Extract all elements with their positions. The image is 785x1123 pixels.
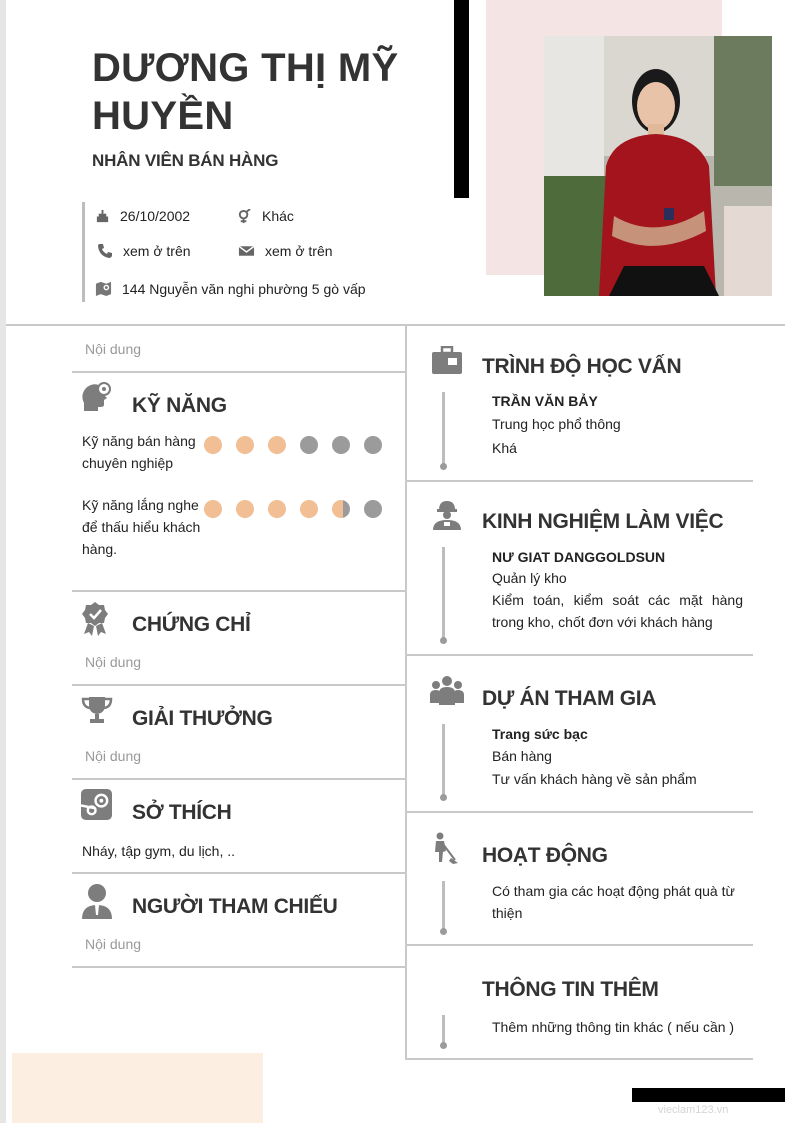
skill-rating: [204, 436, 394, 454]
birthday-text: 26/10/2002: [120, 208, 191, 224]
project-name: Trang sức bạc: [492, 726, 588, 742]
left-divider-4: [72, 778, 406, 780]
left-divider-5: [72, 872, 406, 874]
person-reference-icon: [81, 883, 113, 919]
rating-dot-empty: [332, 436, 350, 454]
phone-text: xem ở trên: [123, 243, 191, 259]
timeline-dot: [440, 1042, 447, 1049]
volunteer-sweeping-icon: [431, 832, 459, 864]
left-divider-1: [72, 371, 406, 373]
timeline-line: [442, 724, 445, 798]
project-description: Tư vấn khách hàng về sản phẩm: [492, 771, 697, 787]
hobbies-content: Nháy, tập gym, du lịch, ..: [82, 843, 236, 859]
map-pin-icon: [95, 280, 112, 297]
address-text: 144 Nguyễn văn nghi phường 5 gò vấp: [122, 280, 366, 297]
candidate-name: DƯƠNG THỊ MỸ HUYỀN: [92, 46, 399, 138]
timeline-dot: [440, 463, 447, 470]
contact-divider: [82, 202, 85, 302]
birthday-item: [95, 208, 190, 224]
skill-label: Kỹ năng bán hàng chuyên nghiệp: [82, 433, 196, 471]
trophy-icon: [81, 695, 113, 725]
rating-dot-filled: [268, 436, 286, 454]
rating-dot-filled: [236, 436, 254, 454]
decorative-black-bar: [454, 0, 469, 198]
right-divider-1: [407, 480, 753, 482]
left-divider-2: [72, 590, 406, 592]
gender-text: Khác: [262, 208, 294, 224]
certificates-title: CHỨNG CHỈ: [132, 613, 251, 636]
profile-photo: [544, 36, 772, 296]
left-divider-6: [72, 966, 406, 968]
timeline-line: [442, 547, 445, 641]
timeline-dot: [440, 928, 447, 935]
birthday-cake-icon: [95, 209, 110, 224]
education-grade: Khá: [492, 440, 517, 456]
gender-icon: [237, 209, 252, 224]
education-school: TRẦN VĂN BẢY: [492, 393, 598, 409]
education-title: TRÌNH ĐỘ HỌC VẤN: [482, 355, 682, 378]
references-title: NGƯỜI THAM CHIẾU: [132, 895, 338, 918]
skill-rating: [204, 500, 394, 518]
experience-company: NƯ GIAT DANGGOLDSUN: [492, 549, 666, 565]
phone-item: [97, 243, 191, 259]
timeline-line: [442, 392, 445, 466]
steam-hobby-icon: [81, 789, 112, 820]
timeline-dot: [440, 637, 447, 644]
skill-label: Kỹ năng lắng nghe để thấu hiểu khách hàng.: [82, 497, 201, 557]
decorative-peach-block: [12, 1053, 263, 1123]
timeline-dot: [440, 794, 447, 801]
references-content: Nội dung: [85, 936, 142, 952]
rating-dot-filled: [204, 436, 222, 454]
team-group-icon: [430, 675, 464, 705]
briefcase-icon: [431, 346, 463, 376]
candidate-role: NHÂN VIÊN BÁN HÀNG: [92, 151, 279, 170]
rating-dot-filled: [268, 500, 286, 518]
awards-content: Nội dung: [85, 748, 142, 764]
left-divider-3: [72, 684, 406, 686]
email-text: xem ở trên: [265, 243, 333, 259]
rating-dot-empty: [300, 436, 318, 454]
objective-placeholder: Nội dung: [85, 341, 142, 357]
rating-dot-filled: [236, 500, 254, 518]
email-icon: [238, 244, 255, 258]
education-major: Trung học phổ thông: [492, 416, 621, 432]
right-divider-5: [407, 1058, 753, 1060]
decorative-bottom-bar: [632, 1088, 785, 1102]
right-divider-3: [407, 811, 753, 813]
profile-photo-image: [544, 36, 772, 296]
gender-item: [237, 208, 294, 224]
right-divider-2: [407, 654, 753, 656]
skills-title: KỸ NĂNG: [132, 394, 227, 417]
rating-dot-empty: [364, 436, 382, 454]
brain-head-icon: [80, 381, 114, 413]
timeline-line: [442, 881, 445, 933]
right-divider-4: [407, 944, 753, 946]
rating-dot-partial: [332, 500, 350, 518]
experience-position: Quản lý kho: [492, 570, 567, 586]
worker-icon: [430, 500, 464, 530]
header-divider: [6, 324, 785, 326]
additional-description: Thêm những thông tin khác ( nếu cần ): [492, 1019, 735, 1035]
hobbies-title: SỞ THÍCH: [132, 801, 232, 824]
email-item: [238, 243, 333, 259]
rating-dot-filled: [204, 500, 222, 518]
experience-description: Kiểm toán, kiểm soát các mặt hàng trong kho, chốt đơn với khách hàng: [492, 592, 743, 630]
timeline-line: [442, 1015, 445, 1045]
certificates-content: Nội dung: [85, 654, 142, 670]
project-role: Bán hàng: [492, 748, 552, 764]
activities-description: Có tham gia các hoạt động phát quà từ thiện: [492, 883, 735, 921]
activities-title: HOẠT ĐỘNG: [482, 844, 608, 867]
projects-title: DỰ ÁN THAM GIA: [482, 687, 657, 710]
address-item: [95, 280, 366, 297]
column-divider: [405, 326, 407, 1060]
watermark: vieclam123.vn: [658, 1104, 729, 1116]
rating-dot-filled: [300, 500, 318, 518]
awards-title: GIẢI THƯỞNG: [132, 707, 273, 730]
rating-dot-empty: [364, 500, 382, 518]
experience-title: KINH NGHIỆM LÀM VIỆC: [482, 510, 724, 533]
additional-title: THÔNG TIN THÊM: [482, 978, 659, 1001]
phone-icon: [97, 243, 113, 259]
certificate-badge-icon: [81, 601, 109, 637]
